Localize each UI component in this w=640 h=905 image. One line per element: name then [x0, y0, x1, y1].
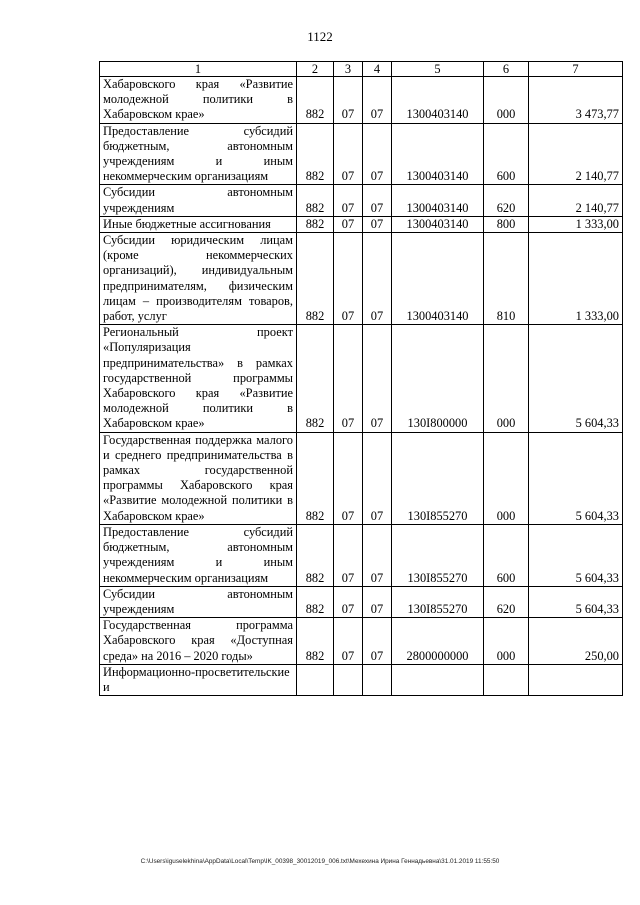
row-target-article: 1300403140: [392, 216, 484, 232]
row-subsection: 07: [363, 185, 392, 216]
row-ministry-code: 882: [297, 233, 334, 325]
row-subsection: 07: [363, 432, 392, 524]
row-name: Государственная поддержка малого и среднего предпринимательства в рамках государственной программы Хабаровского края «Развитие молодежной политики в Хабаровском крае»: [100, 432, 297, 524]
row-name: Информационно-просветительские и: [100, 664, 297, 695]
row-amount: 1 333,00: [529, 233, 623, 325]
row-expense-type: 000: [484, 325, 529, 432]
row-subsection: 07: [363, 618, 392, 665]
footer-file-path: C:\Users\iguselekhina\AppData\Local\Temp\IK_00398_30012019_006.txt\Мехехина Ирина Геннадьевна\31.01.2019 11:55:50: [140, 858, 500, 865]
row-target-article: 130I855270: [392, 586, 484, 617]
row-name: Субсидии автономным учреждениям: [100, 586, 297, 617]
header-cell-2: 2: [297, 62, 334, 77]
budget-table: [99, 61, 623, 696]
row-expense-type: 800: [484, 216, 529, 232]
row-section: 07: [334, 77, 363, 124]
row-ministry-code: 882: [297, 77, 334, 124]
row-ministry-code: 882: [297, 524, 334, 586]
row-section: 07: [334, 618, 363, 665]
row-section: [334, 664, 363, 695]
row-amount: 250,00: [529, 618, 623, 665]
row-name: Предоставление субсидий бюджетным, автономным учреждениям и иным некоммерческим организациям: [100, 123, 297, 185]
row-section: 07: [334, 586, 363, 617]
row-ministry-code: 882: [297, 216, 334, 232]
row-subsection: 07: [363, 123, 392, 185]
row-section: 07: [334, 432, 363, 524]
row-subsection: [363, 664, 392, 695]
row-name: Хабаровского края «Развитие молодежной политики в Хабаровском крае»: [100, 77, 297, 124]
row-ministry-code: 882: [297, 432, 334, 524]
row-name: Субсидии юридическим лицам (кроме некоммерческих организаций), индивидуальным предпринимателям, физическим лицам – производителям товаров, работ, услуг: [100, 233, 297, 325]
row-amount: 3 473,77: [529, 77, 623, 124]
row-target-article: 2800000000: [392, 618, 484, 665]
row-subsection: 07: [363, 586, 392, 617]
row-section: 07: [334, 185, 363, 216]
row-ministry-code: 882: [297, 185, 334, 216]
row-section: 07: [334, 216, 363, 232]
row-subsection: 07: [363, 77, 392, 124]
row-name: Иные бюджетные ассигнования: [100, 216, 297, 232]
row-ministry-code: 882: [297, 325, 334, 432]
row-expense-type: 600: [484, 123, 529, 185]
row-ministry-code: 882: [297, 618, 334, 665]
row-section: 07: [334, 524, 363, 586]
row-expense-type: 620: [484, 185, 529, 216]
row-expense-type: 810: [484, 233, 529, 325]
table-header-row: [100, 62, 623, 77]
row-target-article: 1300403140: [392, 233, 484, 325]
table-row: [100, 185, 623, 216]
row-expense-type: 000: [484, 432, 529, 524]
row-subsection: 07: [363, 325, 392, 432]
table-row: [100, 432, 623, 524]
row-expense-type: 000: [484, 618, 529, 665]
row-name: Субсидии автономным учреждениям: [100, 185, 297, 216]
row-amount: 5 604,33: [529, 524, 623, 586]
table-row: [100, 233, 623, 325]
header-cell-5: 5: [392, 62, 484, 77]
row-amount: 1 333,00: [529, 216, 623, 232]
row-ministry-code: 882: [297, 123, 334, 185]
row-expense-type: 000: [484, 77, 529, 124]
row-expense-type: [484, 664, 529, 695]
row-expense-type: 600: [484, 524, 529, 586]
header-cell-7: 7: [529, 62, 623, 77]
row-amount: 2 140,77: [529, 123, 623, 185]
row-subsection: 07: [363, 216, 392, 232]
row-section: 07: [334, 233, 363, 325]
row-name: Государственная программа Хабаровского края «Доступная среда» на 2016 – 2020 годы»: [100, 618, 297, 665]
table-row: [100, 664, 623, 695]
row-name: Предоставление субсидий бюджетным, автономным учреждениям и иным некоммерческим организациям: [100, 524, 297, 586]
table-row: [100, 77, 623, 124]
row-target-article: [392, 664, 484, 695]
row-target-article: 130I800000: [392, 325, 484, 432]
table-row: [100, 586, 623, 617]
table-row: [100, 123, 623, 185]
page-number: 1122: [307, 29, 333, 44]
row-target-article: 130I855270: [392, 432, 484, 524]
row-target-article: 1300403140: [392, 77, 484, 124]
row-name: Региональный проект «Популяризация предпринимательства» в рамках государственной программы Хабаровского края «Развитие молодежной политики в Хабаровском крае»: [100, 325, 297, 432]
row-subsection: 07: [363, 233, 392, 325]
table-row: [100, 216, 623, 232]
header-cell-3: 3: [334, 62, 363, 77]
row-amount: 2 140,77: [529, 185, 623, 216]
table-row: [100, 524, 623, 586]
row-section: 07: [334, 123, 363, 185]
table-row: [100, 325, 623, 432]
header-cell-1: 1: [100, 62, 297, 77]
header-cell-6: 6: [484, 62, 529, 77]
row-expense-type: 620: [484, 586, 529, 617]
row-amount: 5 604,33: [529, 325, 623, 432]
row-ministry-code: 882: [297, 586, 334, 617]
row-amount: 5 604,33: [529, 586, 623, 617]
row-target-article: 1300403140: [392, 185, 484, 216]
header-cell-4: 4: [363, 62, 392, 77]
row-amount: [529, 664, 623, 695]
table-row: [100, 618, 623, 665]
row-target-article: 130I855270: [392, 524, 484, 586]
row-amount: 5 604,33: [529, 432, 623, 524]
row-ministry-code: [297, 664, 334, 695]
row-section: 07: [334, 325, 363, 432]
row-subsection: 07: [363, 524, 392, 586]
row-target-article: 1300403140: [392, 123, 484, 185]
